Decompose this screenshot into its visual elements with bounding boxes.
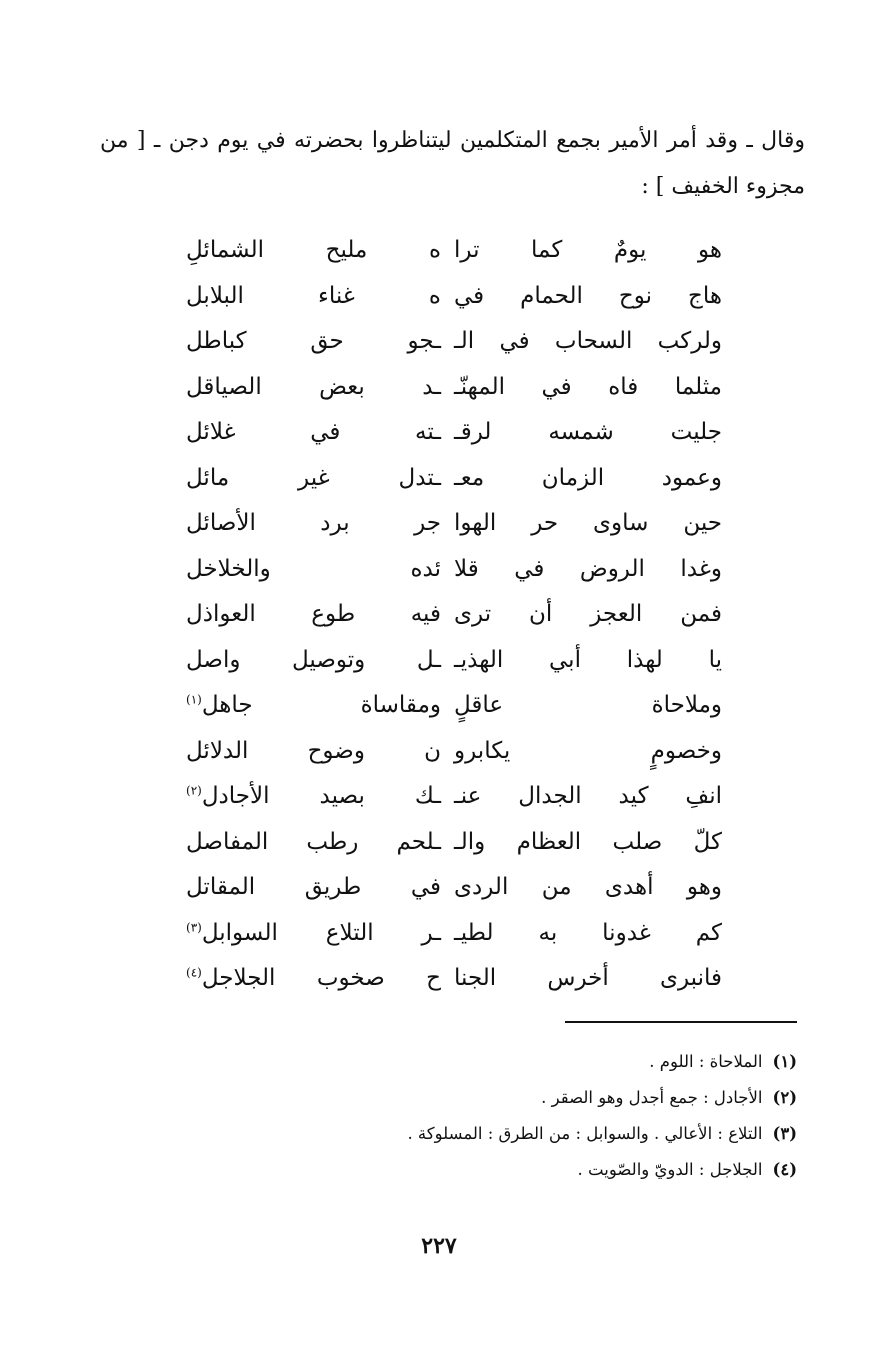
verse-first-hemistich: كلّ صلب العظام والـ [454, 828, 722, 855]
footnote-marker: (٤) [186, 965, 202, 980]
poem-verse [186, 319, 722, 365]
poem-verse [186, 729, 722, 775]
page-number: ٢٢٧ [421, 1233, 457, 1259]
verse-first-hemistich: وعمود الزمان معـ [454, 464, 722, 491]
verse-second-hemistich [186, 547, 441, 592]
hemistich-text: ـلحم رطب المفاصل [186, 828, 441, 855]
footnote-text: الجلاجل : الدويّ والصّويت . [577, 1160, 763, 1179]
footnote-number: (١) [772, 1052, 797, 1071]
hemistich-text: ـل وتوصيل واصل [186, 646, 441, 673]
footnote-item [300, 1116, 797, 1152]
verse-second-hemistich [186, 501, 441, 546]
poem-verse [186, 774, 722, 820]
poem-verse [186, 820, 722, 866]
verse-first-hemistich: هو يومٌ كما ترا [454, 237, 722, 263]
verse-first-hemistich: وخصومٍ يكابرو [454, 737, 722, 764]
verse-second-hemistich [186, 911, 441, 956]
poem-verse [186, 592, 722, 638]
footnote-item [300, 1044, 797, 1080]
verse-second-hemistich [186, 410, 441, 455]
footnote-item [300, 1152, 797, 1188]
poem-verse [186, 547, 722, 593]
verse-first-hemistich: ولركب السحاب في الـ [454, 328, 722, 354]
poem-verse [186, 410, 722, 456]
poem-verse [186, 365, 722, 411]
poem-verse [186, 501, 722, 547]
footnote-marker: (٢) [186, 783, 202, 798]
hemistich-text: فيه طوع العواذل [186, 601, 441, 627]
hemistich-text: ـر التلاع السوابل [201, 919, 441, 946]
poem-verse [186, 911, 722, 957]
footnote-marker: (٣) [186, 919, 202, 934]
verse-first-hemistich: جليت شمسه لرقـ [454, 419, 722, 445]
hemistich-text: ح صخوب الجلاجل [201, 965, 441, 991]
hemistich-text: ـته في غلائل [186, 419, 441, 445]
footnote-text: الأجادل : جمع أجدل وهو الصقر . [541, 1088, 763, 1107]
verse-second-hemistich [186, 956, 441, 1001]
poem-verse [186, 956, 722, 1002]
verse-first-hemistich: حين ساوى حر الهوا [454, 510, 722, 536]
poem-verse [186, 456, 722, 502]
intro-paragraph: وقال ـ وقد أمر الأمير بجمع المتكلمين ليتناظروا بحضرته في يوم دجن ـ [ من مجزوء الخفيف ] : [100, 128, 805, 199]
verse-second-hemistich [186, 638, 441, 683]
hemistich-text: جر برد الأصائل [186, 510, 441, 536]
footnote-number: (٢) [772, 1088, 797, 1107]
verse-second-hemistich [186, 774, 441, 819]
verse-first-hemistich: وغدا الروض في قلا [454, 555, 722, 582]
hemistich-text: ـجو حق كباطل [186, 328, 441, 354]
hemistich-text: ه مليح الشمائلِ [186, 237, 441, 263]
footnote-number: (٤) [772, 1160, 797, 1179]
footnote-text: التلاع : الأعالي . والسوابل : من الطرق : المسلوكة . [407, 1124, 763, 1143]
poem [186, 228, 722, 1002]
footnotes [300, 1044, 797, 1188]
verse-second-hemistich [186, 274, 441, 319]
verse-second-hemistich [186, 319, 441, 364]
verse-second-hemistich [186, 729, 441, 774]
verse-first-hemistich: فمن العجز أن ترى [454, 601, 722, 627]
poem-verse [186, 274, 722, 320]
hemistich-text: ئده والخلاخل [186, 555, 441, 582]
footnote-divider [565, 1021, 797, 1023]
verse-second-hemistich [186, 592, 441, 637]
verse-first-hemistich: وملاحاة عاقلٍ [454, 692, 722, 718]
hemistich-text: ومقاساة جاهل [201, 692, 441, 718]
hemistich-text: ـد بعض الصياقل [186, 373, 441, 400]
footnote-text: الملاحاة : اللوم . [649, 1052, 763, 1071]
verse-first-hemistich: انفِ كيد الجدال عنـ [454, 783, 722, 809]
poem-verse [186, 683, 722, 729]
verse-first-hemistich: كم غدونا به لطيـ [454, 919, 722, 946]
verse-second-hemistich [186, 456, 441, 501]
verse-second-hemistich [186, 365, 441, 410]
hemistich-text: ن وضوح الدلائل [186, 737, 441, 764]
poem-verse [186, 638, 722, 684]
footnote-item [300, 1080, 797, 1116]
verse-first-hemistich: هاج نوح الحمام في [454, 282, 722, 309]
hemistich-text: ـتدل غير مائل [186, 464, 441, 491]
hemistich-text: ه غناء البلابل [186, 282, 441, 309]
footnote-marker: (١) [186, 692, 202, 707]
poem-verse [186, 865, 722, 911]
verse-second-hemistich [186, 683, 441, 728]
verse-first-hemistich: وهو أهدى من الردى [454, 874, 722, 900]
verse-second-hemistich [186, 865, 441, 910]
verse-first-hemistich: فانبرى أخرس الجنا [454, 965, 722, 991]
verse-second-hemistich [186, 228, 441, 273]
footnote-number: (٣) [772, 1124, 797, 1143]
verse-first-hemistich: مثلما فاه في المهنّـ [454, 373, 722, 400]
hemistich-text: في طريق المقاتل [186, 874, 441, 900]
verse-first-hemistich: يا لهذا أبي الهذيـ [454, 646, 722, 673]
poem-verse [186, 228, 722, 274]
verse-second-hemistich [186, 820, 441, 865]
hemistich-text: ـك بصيد الأجادل [201, 783, 441, 809]
